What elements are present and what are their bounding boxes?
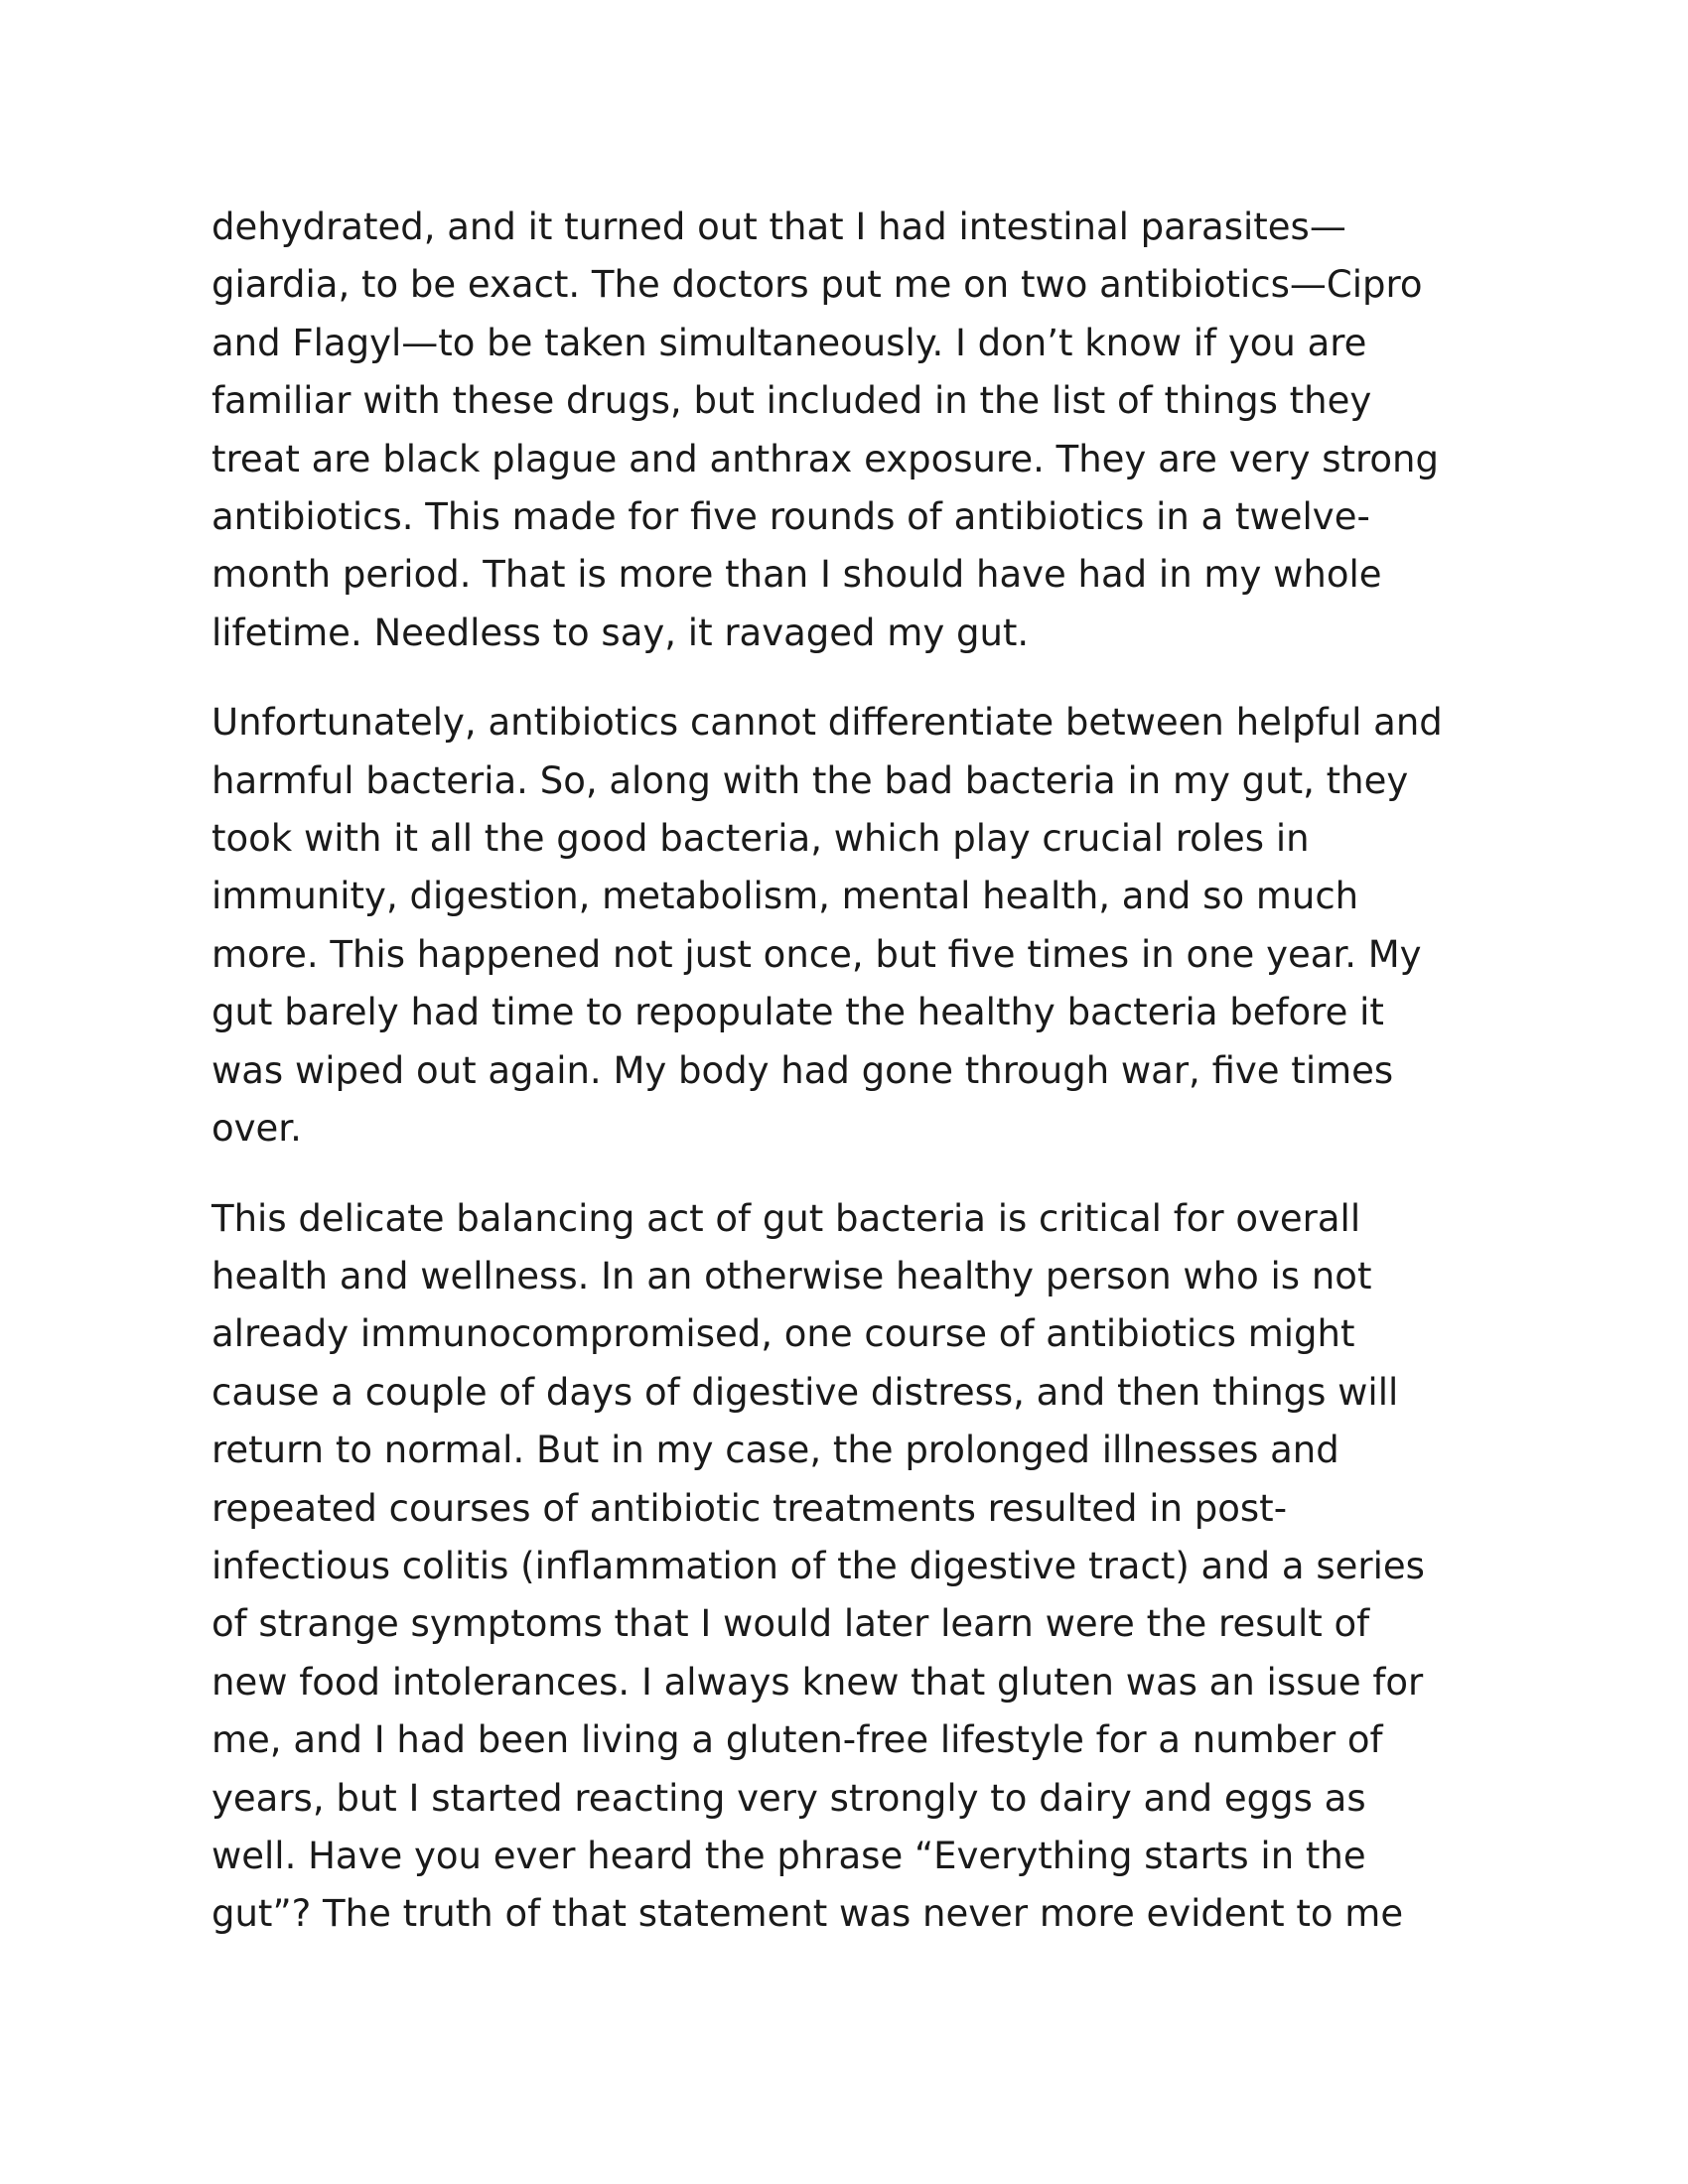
text-line: dehydrated, and it turned out that I had intestinal parasites— <box>211 205 1346 248</box>
text-line: lifetime. Needless to say, it ravaged my gut. <box>211 611 1030 654</box>
text-line: infectious colitis (inflammation of the digestive tract) and a series <box>211 1544 1425 1587</box>
text-line: over. <box>211 1107 302 1151</box>
text-line: health and wellness. In an otherwise healthy person who is not <box>211 1254 1372 1297</box>
paragraph-1 <box>211 199 1502 662</box>
text-line: giardia, to be exact. The doctors put me on two antibiotics—Cipro <box>211 263 1423 307</box>
text-line: years, but I started reacting very strongly to dairy and eggs as <box>211 1776 1366 1820</box>
text-line: immunity, digestion, metabolism, mental health, and so much <box>211 875 1359 918</box>
text-line: of strange symptoms that I would later learn were the result of <box>211 1602 1370 1646</box>
paragraph-2 <box>211 694 1502 1158</box>
text-line: more. This happened not just once, but five times in one year. My <box>211 932 1422 976</box>
text-line: treat are black plague and anthrax exposure. They are very strong <box>211 437 1439 480</box>
text-line: took with it all the good bacteria, which play crucial roles in <box>211 817 1310 861</box>
text-line: gut”? The truth of that statement was never more evident to me <box>211 1892 1404 1936</box>
text-line: was wiped out again. My body had gone through war, five times <box>211 1048 1394 1092</box>
body-text <box>211 199 1502 1976</box>
text-line: Unfortunately, antibiotics cannot differentiate between helpful and <box>211 701 1443 745</box>
text-line: familiar with these drugs, but included in the list of things they <box>211 379 1372 423</box>
text-line: repeated courses of antibiotic treatments resulted in post- <box>211 1486 1288 1530</box>
text-line: me, and I had been living a gluten-free lifestyle for a number of <box>211 1718 1383 1762</box>
text-line: well. Have you ever heard the phrase “Everything starts in the <box>211 1834 1366 1877</box>
text-line: return to normal. But in my case, the prolonged illnesses and <box>211 1429 1339 1472</box>
text-line: antibiotics. This made for five rounds of antibiotics in a twelve- <box>211 495 1370 539</box>
text-line: harmful bacteria. So, along with the bad bacteria in my gut, they <box>211 758 1409 802</box>
text-line: already immunocompromised, one course of antibiotics might <box>211 1312 1355 1356</box>
paragraph-3 <box>211 1190 1502 1944</box>
text-line: month period. That is more than I should have had in my whole <box>211 553 1382 597</box>
text-line: gut barely had time to repopulate the healthy bacteria before it <box>211 991 1384 1034</box>
text-line: This delicate balancing act of gut bacteria is critical for overall <box>211 1196 1361 1240</box>
text-line: new food intolerances. I always knew that gluten was an issue for <box>211 1660 1424 1704</box>
text-line: and Flagyl—to be taken simultaneously. I don’t know if you are <box>211 321 1367 364</box>
text-line: cause a couple of days of digestive distress, and then things will <box>211 1370 1399 1414</box>
